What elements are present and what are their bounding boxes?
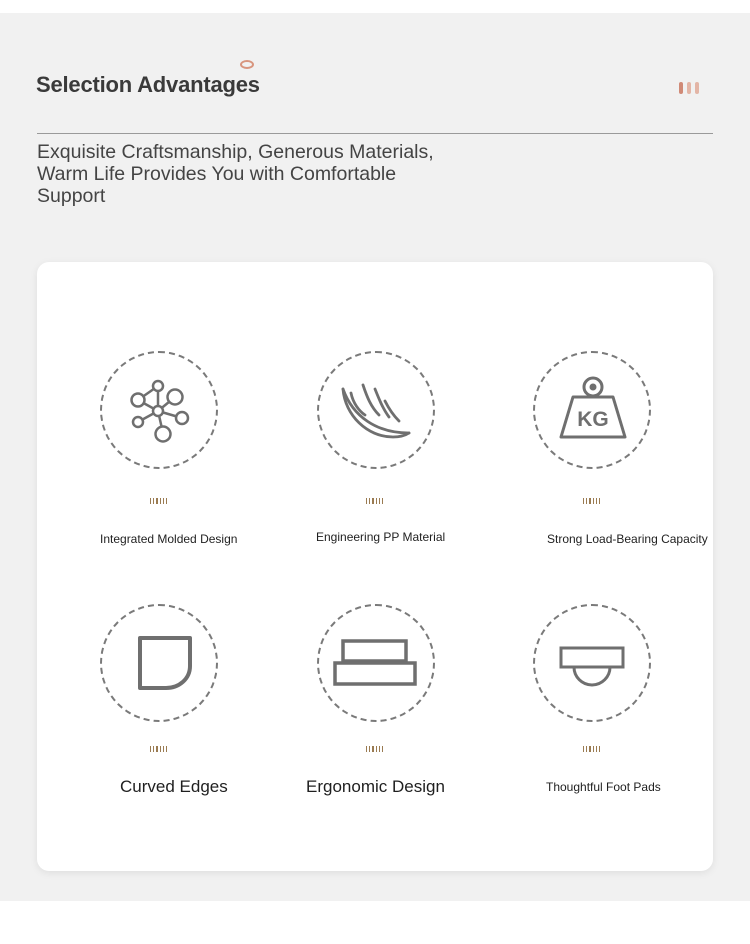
foot-pad-icon [535, 606, 649, 720]
section-title: Selection Advantages [36, 72, 260, 97]
tick-decoration-icon [366, 498, 383, 504]
feature-circle-curved-edges [100, 604, 218, 722]
molecule-icon [102, 353, 216, 467]
curved-edge-icon [102, 606, 216, 720]
feature-circle-foot-pads [533, 604, 651, 722]
tick-decoration-icon [150, 498, 167, 504]
ring-decoration-icon [240, 60, 254, 69]
feature-label: Ergonomic Design [306, 777, 445, 796]
feature-label: Thoughtful Foot Pads [546, 780, 661, 794]
feature-label: Strong Load-Bearing Capacity [547, 532, 708, 546]
tick-decoration-icon [583, 498, 600, 504]
tick-decoration-icon [583, 746, 600, 752]
svg-text:KG: KG [577, 408, 609, 431]
tick-decoration-icon [366, 746, 383, 752]
feature-circle-engineering-pp [317, 351, 435, 469]
feature-label: Engineering PP Material [316, 530, 446, 544]
section-subtitle: Exquisite Craftsmanship, Generous Materials, Warm Life Provides You with Comfortable Support [37, 141, 434, 207]
feature-circle-load-bearing [533, 351, 651, 469]
kg-weight-icon [535, 353, 649, 467]
feature-circle-ergonomic [317, 604, 435, 722]
header-divider [37, 133, 713, 134]
feature-circle-integrated-molded [100, 351, 218, 469]
feature-label: Curved Edges [120, 777, 228, 796]
ergonomic-steps-icon [319, 606, 433, 720]
feather-icon [319, 353, 433, 467]
feature-label: Integrated Molded Design [100, 532, 238, 546]
bars-decoration-icon [679, 82, 699, 94]
tick-decoration-icon [150, 746, 167, 752]
